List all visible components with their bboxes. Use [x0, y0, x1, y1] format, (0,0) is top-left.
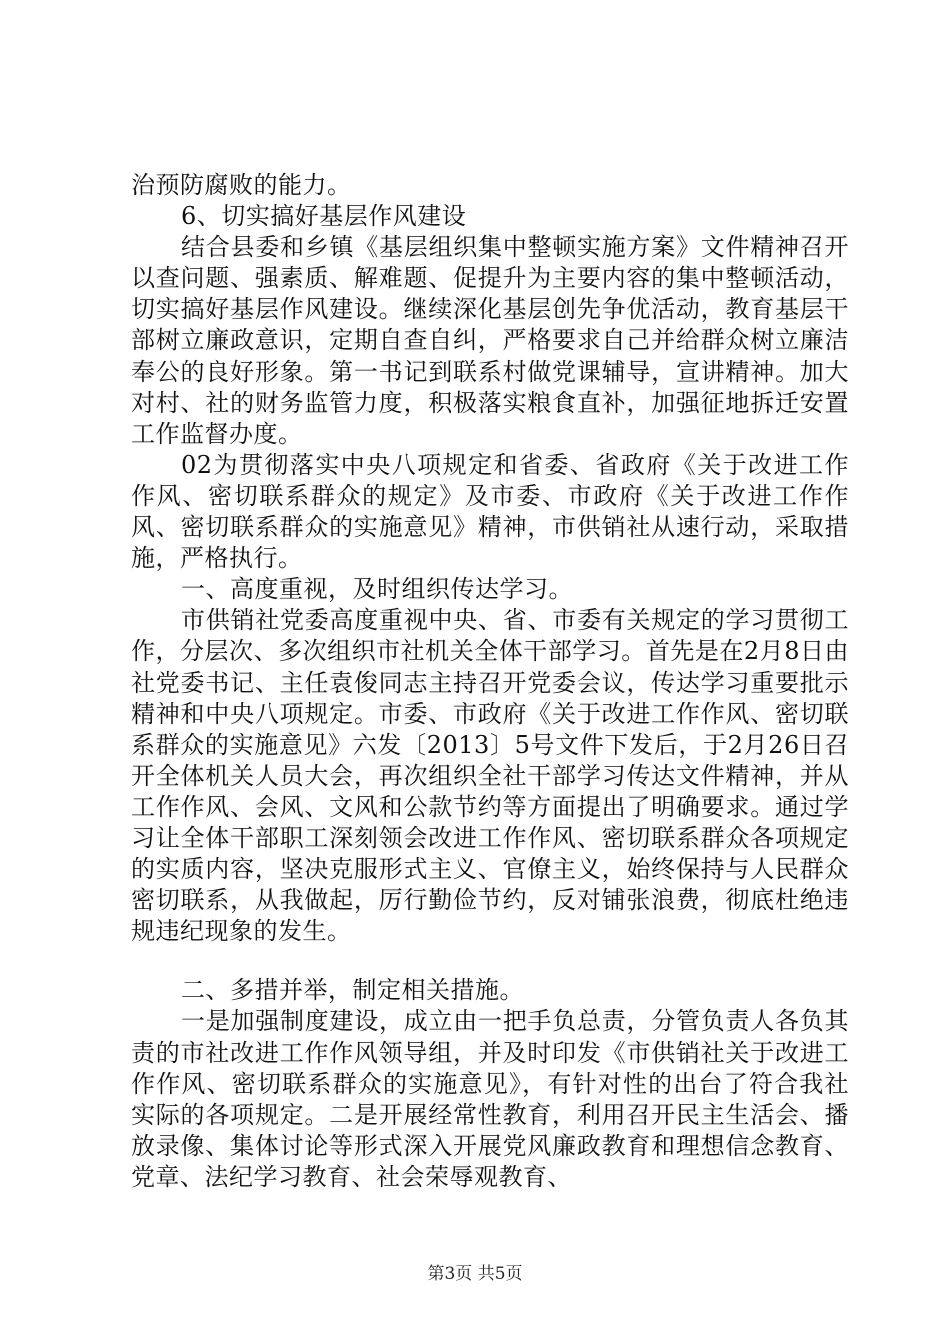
page-total: 共5页: [477, 1264, 523, 1284]
document-body: [131, 170, 849, 1193]
paragraph-4: 02为贯彻落实中央八项规定和省委、省政府《关于改进工作作风、密切联系群众的规定》及市委、市政府《关于改进工作作风、密切联系群众的实施意见》精神，市供销社从速行动，采取措施，严格执行。: [131, 450, 849, 573]
section-heading-6: 6、切实搞好基层作风建设: [181, 202, 467, 231]
section-heading-one: 一、高度重视，及时组织传达学习。: [181, 575, 573, 604]
paragraph-3: 结合县委和乡镇《基层组织集中整顿实施方案》文件精神召开以查问题、强素质、解难题、促提升为主要内容的集中整顿活动，切实搞好基层作风建设。继续深化基层创先争优活动，教育基层干部树立廉政意识，定期自查自纠，严格要求自己并给群众树立廉洁奉公的良好形象。第一书记到联系村做党课辅导，宣讲精神。加大对村、社的财务监管力度，积极落实粮食直补，加强征地拆迁安置工作监督办度。: [131, 233, 849, 448]
paragraph-6: 市供销社党委高度重视中央、省、市委有关规定的学习贯彻工作，分层次、多次组织市社机关全体干部学习。首先是在2月8日由社党委书记、主任袁俊同志主持召开党委会议，传达学习重要批示精神和中央八项规定。市委、市政府《关于改进工作作风、密切联系群众的实施意见》六发〔2013〕5号文件下发后，于2月26日召开全体机关人员大会，再次组织全社干部学习传达文件精神，并从工作作风、会风、文风和公款节约等方面提出了明确要求。通过学习让全体干部职工深刻领会改进工作作风、密切联系群众各项规定的实质内容，坚决克服形式主义、官僚主义，始终保持与人民群众密切联系，从我做起，厉行勤俭节约，反对铺张浪费，彻底杜绝违规违纪现象的发生。: [131, 606, 849, 946]
paragraph-8: 一是加强制度建设，成立由一把手负总责，分管负责人各负其责的市社改进工作作风领导组，并及时印发《市供销社关于改进工作作风、密切联系群众的实施意见》，有针对性的出台了符合我社实际的各项规定。二是开展经常性教育，利用召开民主生活会、播放录像、集体讨论等形式深入开展党风廉政教育和理想信念教育、党章、法纪学习教育、社会荣辱观教育、: [131, 1007, 849, 1191]
section-heading-two: 二、多措并举，制定相关措施。: [181, 976, 524, 1005]
page-number: 第3页: [427, 1264, 473, 1284]
paragraph-1: 治预防腐败的能力。: [131, 171, 352, 199]
page-footer: [0, 1264, 950, 1284]
